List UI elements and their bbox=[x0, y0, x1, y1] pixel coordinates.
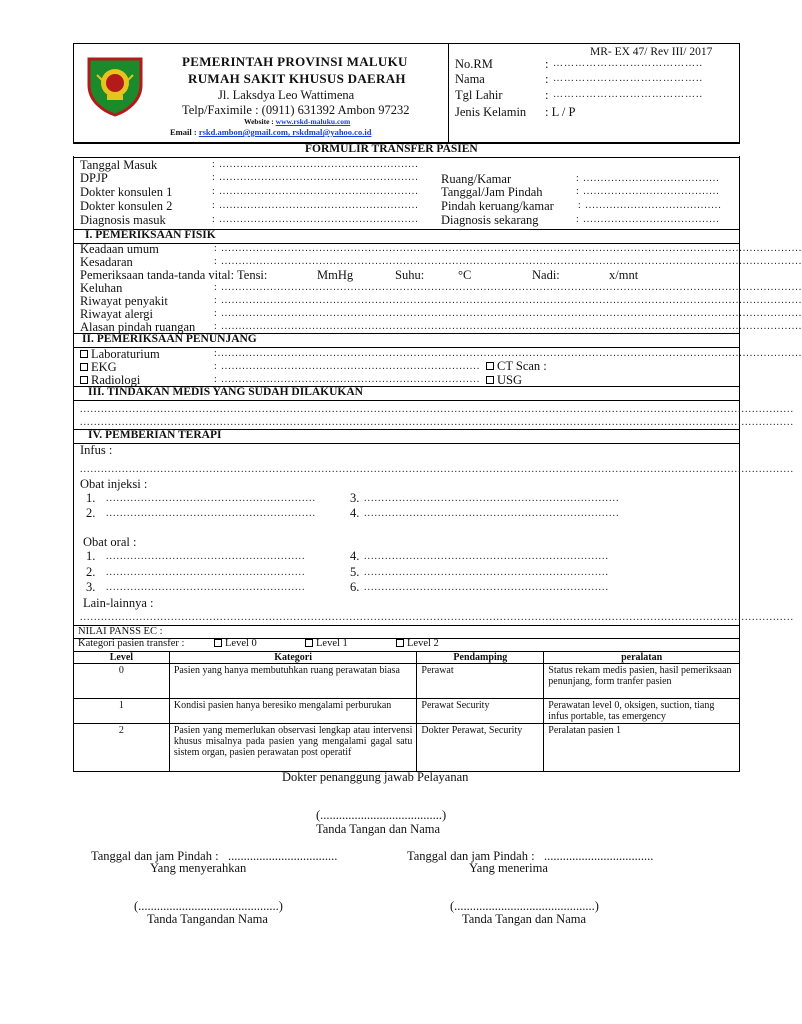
cell-kategori: Pasien yang hanya membutuhkan ruang perawatan biasa bbox=[169, 664, 417, 699]
level-table bbox=[73, 651, 740, 772]
cell-level: 1 bbox=[74, 699, 170, 724]
check-ekg[interactable] bbox=[80, 361, 117, 374]
col-header-peralatan: peralatan bbox=[544, 652, 740, 664]
cell-level: 2 bbox=[74, 724, 170, 772]
field-kesadaran[interactable]: : ...................................................................................................................................................................... bbox=[214, 256, 802, 267]
field-inj-1[interactable]: ............................................................ bbox=[106, 493, 316, 504]
adm-field-left-1[interactable]: : ......................................................... bbox=[212, 159, 419, 170]
field-inj-3[interactable]: ......................................................................... bbox=[364, 493, 620, 504]
field-keluhan[interactable]: : ...................................................................................................................................................................... bbox=[214, 282, 802, 293]
adm-field-right-2[interactable]: : ....................................... bbox=[576, 186, 720, 197]
label-vital: Pemeriksaan tanda-tanda vital: Tensi: bbox=[80, 268, 268, 282]
field-oral-1[interactable]: ......................................................... bbox=[106, 551, 306, 562]
field-inj-2[interactable]: ............................................................ bbox=[106, 508, 316, 519]
label-xmnt: x/mnt bbox=[609, 268, 639, 282]
ttd-left-label: Tanda Tangandan Nama bbox=[147, 912, 268, 926]
radio-level-0[interactable] bbox=[214, 639, 257, 650]
adm-ruang-kamar: Ruang/Kamar bbox=[441, 172, 512, 186]
field-nama[interactable]: ………………………………….. bbox=[553, 73, 703, 84]
field-laboratorium[interactable]: :....................................................................................................................................................................... bbox=[214, 348, 802, 359]
jenis-kelamin-value[interactable]: : L / P bbox=[545, 105, 576, 119]
level-1-label: Level 1 bbox=[316, 638, 348, 649]
level-0-label: Level 0 bbox=[225, 638, 257, 649]
label-keadaan-umum: Keadaan umum bbox=[80, 242, 159, 256]
field-oral-2[interactable]: ......................................................... bbox=[106, 567, 306, 578]
email-link[interactable]: rskd.ambon@gmail.com, rskdmal@yahoo.co.id bbox=[198, 127, 372, 137]
header-address: Jl. Laksdya Leo Wattimena bbox=[218, 88, 355, 102]
cell-kategori: Pasien yang memerlukan observasi lengkap atau intervensi khusus misalnya pada pasien yang mengalami gagal satu sistem organ, pasien perawatan post operatif bbox=[169, 724, 417, 772]
oral-num-6: 6. bbox=[350, 580, 360, 594]
signature-line-right[interactable]: (.............................................) bbox=[450, 899, 599, 913]
checkbox-icon[interactable] bbox=[80, 376, 88, 384]
level-2-label: Level 2 bbox=[407, 638, 439, 649]
panss-nilai: NILAI PANSS EC : bbox=[78, 626, 163, 637]
section-1-title: I. PEMERIKSAAN FISIK bbox=[85, 229, 216, 241]
field-oral-4[interactable]: ...................................................................... bbox=[364, 551, 609, 562]
adm-pindah-keruang: Pindah keruang/kamar bbox=[441, 199, 554, 213]
adm-dpjp: DPJP bbox=[80, 171, 108, 185]
label-mmhg: MmHg bbox=[317, 268, 354, 282]
oral-num-2: 2. bbox=[86, 565, 96, 579]
checkbox-icon[interactable] bbox=[80, 350, 88, 358]
section-2-title: II. PEMERIKSAAN PENUNJANG bbox=[82, 333, 257, 345]
field-tgl-lahir[interactable]: ………………………………….. bbox=[553, 89, 703, 100]
panss-bar bbox=[73, 625, 740, 638]
table-row bbox=[74, 699, 740, 724]
adm-field-left-3[interactable]: : ......................................................... bbox=[212, 186, 419, 197]
form-title: FORMULIR TRANSFER PASIEN bbox=[305, 143, 478, 155]
adm-field-right-4[interactable]: : ....................................... bbox=[576, 214, 720, 225]
cell-peralatan: Perawatan level 0, oksigen, suction, tiang infus portable, tas emergency bbox=[544, 699, 740, 724]
oral-num-4: 4. bbox=[350, 549, 360, 563]
radio-level-1[interactable] bbox=[305, 639, 348, 650]
field-oral-5[interactable]: ...................................................................... bbox=[364, 567, 609, 578]
adm-field-left-2[interactable]: : ......................................................... bbox=[212, 172, 419, 183]
adm-dokter-konsulen-2: Dokter konsulen 2 bbox=[80, 199, 173, 213]
oral-num-3: 3. bbox=[86, 580, 96, 594]
label-radiologi: Radiologi bbox=[91, 373, 141, 387]
label-kesadaran: Kesadaran bbox=[80, 255, 133, 269]
checkbox-icon[interactable] bbox=[80, 363, 88, 371]
check-ct-scan[interactable] bbox=[486, 360, 547, 373]
label-alasan: Alasan pindah ruangan bbox=[80, 320, 196, 334]
table-header-row bbox=[74, 652, 740, 664]
header-website bbox=[244, 118, 350, 126]
label-tgl-lahir: Tgl Lahir bbox=[455, 88, 503, 102]
colon-no-rm: : bbox=[545, 57, 549, 71]
field-lain-lainnya[interactable]: ............................................................................................................................................................................................................ bbox=[80, 612, 794, 623]
inj-num-3: 3. bbox=[350, 491, 360, 505]
label-suhu: Suhu: bbox=[395, 268, 425, 282]
checkbox-icon[interactable] bbox=[486, 362, 494, 370]
section-4-title: IV. PEMBERIAN TERAPI bbox=[88, 429, 222, 441]
label-ct-scan: CT Scan : bbox=[497, 359, 547, 373]
adm-diagnosis-masuk: Diagnosis masuk bbox=[80, 213, 166, 227]
label-keluhan: Keluhan bbox=[80, 281, 123, 295]
tgl-pindah-left-field[interactable]: ................................... bbox=[228, 849, 338, 863]
ttd-right-label: Tanda Tangan dan Nama bbox=[462, 912, 587, 926]
adm-diagnosis-sekarang: Diagnosis sekarang bbox=[441, 213, 539, 227]
yang-menerima: Yang menerima bbox=[469, 861, 548, 875]
adm-field-right-3[interactable]: : ....................................... bbox=[578, 200, 722, 211]
dpjp-signature-line[interactable]: (.......................................) bbox=[316, 808, 447, 822]
oral-num-5: 5. bbox=[350, 565, 360, 579]
label-riwayat-penyakit: Riwayat penyakit bbox=[80, 294, 168, 308]
adm-field-right-1[interactable]: : ....................................... bbox=[576, 173, 720, 184]
section-3-title: III. TINDAKAN MEDIS YANG SUDAH DILAKUKAN bbox=[88, 386, 363, 398]
tgl-pindah-left-label: Tanggal dan jam Pindah : bbox=[91, 849, 219, 863]
colon-nama: : bbox=[545, 72, 549, 86]
inj-num-1: 1. bbox=[86, 491, 96, 505]
label-lain-lainnya: Lain-lainnya : bbox=[83, 596, 154, 610]
field-keadaan-umum[interactable]: : ...................................................................................................................................................................... bbox=[214, 243, 802, 254]
label-celsius: °C bbox=[458, 268, 472, 282]
col-header-pendamping: Pendamping bbox=[417, 652, 544, 664]
checkbox-icon[interactable] bbox=[486, 376, 494, 384]
cell-peralatan: Status rekam medis pasien, hasil pemeriksaan penunjang, form tranfer pasien bbox=[544, 664, 740, 699]
field-no-rm[interactable]: ………………………………….. bbox=[553, 58, 703, 69]
tgl-pindah-right-label: Tanggal dan jam Pindah : bbox=[407, 849, 535, 863]
field-infus[interactable]: ............................................................................................................................................................................................................ bbox=[80, 464, 794, 475]
header-email bbox=[170, 128, 371, 137]
check-usg[interactable] bbox=[486, 374, 522, 387]
label-riwayat-alergi: Riwayat alergi bbox=[80, 307, 154, 321]
email-label: Email : bbox=[170, 127, 197, 137]
cell-pendamping: Dokter Perawat, Security bbox=[417, 724, 544, 772]
yang-menyerahkan: Yang menyerahkan bbox=[150, 861, 247, 875]
adm-field-left-5[interactable]: : ......................................................... bbox=[212, 214, 419, 225]
label-jenis-kelamin: Jenis Kelamin bbox=[455, 105, 527, 119]
oral-num-1: 1. bbox=[86, 549, 96, 563]
tgl-pindah-right-field[interactable]: ................................... bbox=[544, 849, 654, 863]
colon-tgl-lahir: : bbox=[545, 88, 549, 102]
dpjp-ttd-label: Tanda Tangan dan Nama bbox=[316, 822, 441, 836]
field-oral-6[interactable]: ...................................................................... bbox=[364, 582, 609, 593]
label-nama: Nama bbox=[455, 72, 485, 86]
field-riwayat-alergi[interactable]: : ...................................................................................................................................................................... bbox=[214, 308, 802, 319]
field-inj-4[interactable]: ......................................................................... bbox=[364, 508, 620, 519]
field-radiologi[interactable]: : .......................................................................... bbox=[214, 374, 481, 385]
cell-pendamping: Perawat bbox=[417, 664, 544, 699]
signature-line-left[interactable]: (.............................................) bbox=[134, 899, 283, 913]
field-oral-3[interactable]: ......................................................... bbox=[106, 582, 306, 593]
cell-pendamping: Perawat Security bbox=[417, 699, 544, 724]
checkbox-icon[interactable] bbox=[396, 639, 404, 647]
adm-field-left-4[interactable]: : ......................................................... bbox=[212, 200, 419, 211]
website-label: Website : bbox=[244, 117, 274, 126]
label-infus: Infus : bbox=[80, 443, 113, 457]
inj-num-4: 4. bbox=[350, 506, 360, 520]
inj-num-2: 2. bbox=[86, 506, 96, 520]
col-header-level: Level bbox=[74, 652, 170, 664]
form-code: MR- EX 47/ Rev III/ 2017 bbox=[590, 46, 713, 58]
adm-dokter-konsulen-1: Dokter konsulen 1 bbox=[80, 185, 173, 199]
cell-peralatan: Peralatan pasien 1 bbox=[544, 724, 740, 772]
check-radiologi[interactable] bbox=[80, 374, 140, 387]
radio-level-2[interactable] bbox=[396, 639, 439, 650]
label-usg: USG bbox=[497, 373, 523, 387]
label-obat-injeksi: Obat injeksi : bbox=[80, 477, 148, 491]
header-line2: RUMAH SAKIT KHUSUS DAERAH bbox=[188, 71, 406, 86]
label-no-rm: No.RM bbox=[455, 57, 493, 71]
label-obat-oral: Obat oral : bbox=[83, 535, 137, 549]
field-ekg[interactable]: : .......................................................................... bbox=[214, 361, 481, 372]
website-link[interactable]: www.rskd-maluku.com bbox=[275, 117, 351, 126]
hospital-logo bbox=[83, 55, 147, 117]
field-alasan[interactable]: : ...................................................................................................................................................................... bbox=[214, 321, 802, 332]
checkbox-icon[interactable] bbox=[214, 639, 222, 647]
header-line1: PEMERINTAH PROVINSI MALUKU bbox=[182, 54, 408, 69]
table-row bbox=[74, 664, 740, 699]
adm-tanggal-jam-pindah: Tanggal/Jam Pindah bbox=[441, 185, 543, 199]
field-tindakan-1[interactable]: ............................................................................................................................................................................................................ bbox=[80, 404, 794, 415]
table-row bbox=[74, 724, 740, 772]
col-header-kategori: Kategori bbox=[169, 652, 417, 664]
field-tindakan-2[interactable]: ............................................................................................................................................................................................................ bbox=[80, 417, 794, 428]
field-riwayat-penyakit[interactable]: : ...................................................................................................................................................................... bbox=[214, 295, 802, 306]
cell-kategori: Kondisi pasien hanya beresiko mengalami perburukan bbox=[169, 699, 417, 724]
cell-level: 0 bbox=[74, 664, 170, 699]
kategori-label: Kategori pasien transfer : bbox=[78, 638, 185, 649]
header-divider bbox=[448, 43, 449, 143]
dpjp-label: Dokter penanggung jawab Pelayanan bbox=[282, 770, 469, 784]
label-ekg: EKG bbox=[91, 360, 117, 374]
label-laboratorium: Laboraturium bbox=[91, 347, 160, 361]
check-laboratorium[interactable] bbox=[80, 348, 160, 361]
label-nadi: Nadi: bbox=[532, 268, 560, 282]
checkbox-icon[interactable] bbox=[305, 639, 313, 647]
adm-tanggal-masuk: Tanggal Masuk bbox=[80, 158, 158, 172]
header-phone: Telp/Faximile : (0911) 631392 Ambon 97232 bbox=[182, 103, 410, 117]
